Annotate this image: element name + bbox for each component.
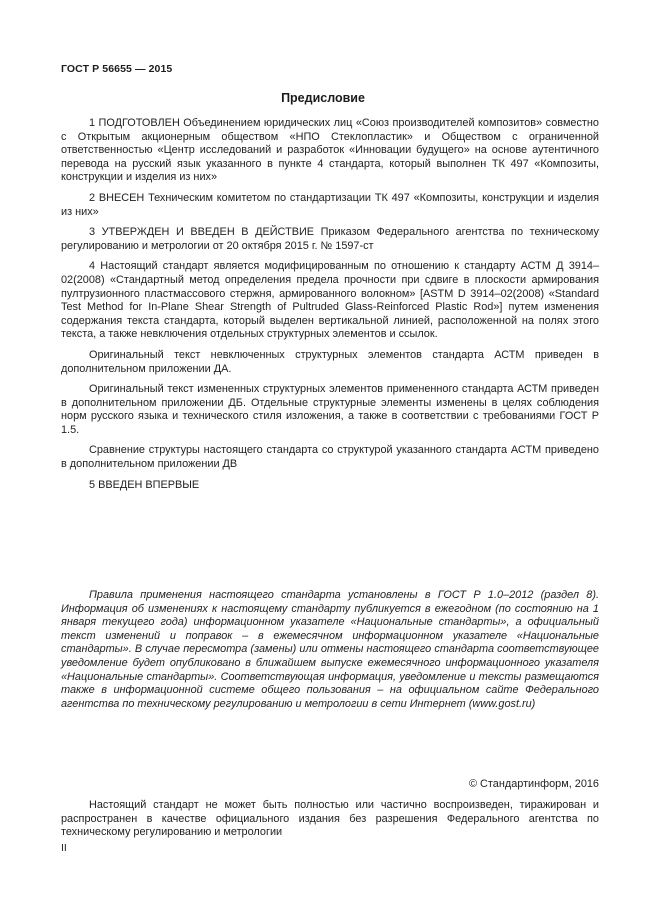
paragraph-introduced: 2 ВНЕСЕН Техническим комитетом по стандартизации ТК 497 «Композиты, конструкции и изделия из них» <box>61 191 599 218</box>
paragraph-modified: 4 Настоящий стандарт является модифицированным по отношению к стандарту АСТМ Д 3914–02(2008) «Стандартный метод определения предела прочности при сдвиге в плоскости армирования пултрузионного пластмассового стержня, армированного волокном» [ASTM D 3914–02(2008) «Standard Test Method for In-Plane Shear Strength of Pultruded Glass-Reinforced Plastic Rod»] путем изменения содержания текста стандарта, который выделен вертикальной линией, расположенной на полях этого текста, а также невключения отдельных структурных элементов и ссылок. <box>61 260 599 341</box>
paragraph-appendix-da: Оригинальный текст невключенных структурных элементов стандарта АСТМ приведен в дополнительном приложении ДА. <box>61 348 599 375</box>
foreword-body <box>61 117 599 499</box>
rules-notice: Правила применения настоящего стандарта установлены в ГОСТ Р 1.0–2012 (раздел 8). Информация об изменениях к настоящему стандарту публикуется в ежегодном (по состоянию на 1 января текущего года) информационном указателе «Национальные стандарты», а официальный текст изменений и поправок – в ежемесячном информационном указателе «Национальные стандарты». В случае пересмотра (замены) или отмены настоящего стандарта соответствующее уведомление будет опубликовано в ближайшем выпуске ежемесячного информационного указателя «Национальные стандарты». Соответствующая информация, уведомление и тексты размещаются также в информационной системе общего пользования – на официальном сайте Федерального агентства по техническому регулированию и метрологии в сети Интернет (www.gost.ru) <box>61 589 599 710</box>
paragraph-first-introduced: 5 ВВЕДЕН ВПЕРВЫЕ <box>89 478 200 491</box>
standard-header: ГОСТ Р 56655 — 2015 <box>61 63 173 75</box>
paragraph-appendix-db: Оригинальный текст измененных структурных элементов примененного стандарта АСТМ приведен в дополнительном приложении ДБ. Отдельные структурные элементы изменены в целях соблюдения норм русского языка и технического стиля изложения, а также в соответствии с требованиями ГОСТ Р 1.5. <box>61 383 599 436</box>
paragraph-appendix-dv: Сравнение структуры настоящего стандарта со структурой указанного стандарта АСТМ приведено в дополнительном приложении ДВ <box>61 444 599 471</box>
paragraph-prepared: 1 ПОДГОТОВЛЕН Объединением юридических лиц «Союз производителей композитов» совместно с Открытым акционерным обществом «НПО Стеклопластик» и Обществом с ограниченной ответственностью «Центр исследований и разработок «Инновации будущего» на основе аутентичного перевода на русский язык указанного в пункте 4 стандарта, который выполнен ТК 497 «Композиты, конструкции и изделия из них» <box>61 117 599 184</box>
page-number: II <box>61 842 67 854</box>
reproduction-notice: Настоящий стандарт не может быть полностью или частично воспроизведен, тиражирован и распространен в качестве официального издания без разрешения Федерального агентства по техническому регулированию и метрологии <box>61 799 599 839</box>
copyright-line: © Стандартинформ, 2016 <box>468 778 599 790</box>
paragraph-approved: 3 УТВЕРЖДЕН И ВВЕДЕН В ДЕЙСТВИЕ Приказом Федерального агентства по техническому регулированию и метрологии от 20 октября 2015 г. № 1597-ст <box>61 226 599 252</box>
page-title: Предисловие <box>281 91 365 105</box>
